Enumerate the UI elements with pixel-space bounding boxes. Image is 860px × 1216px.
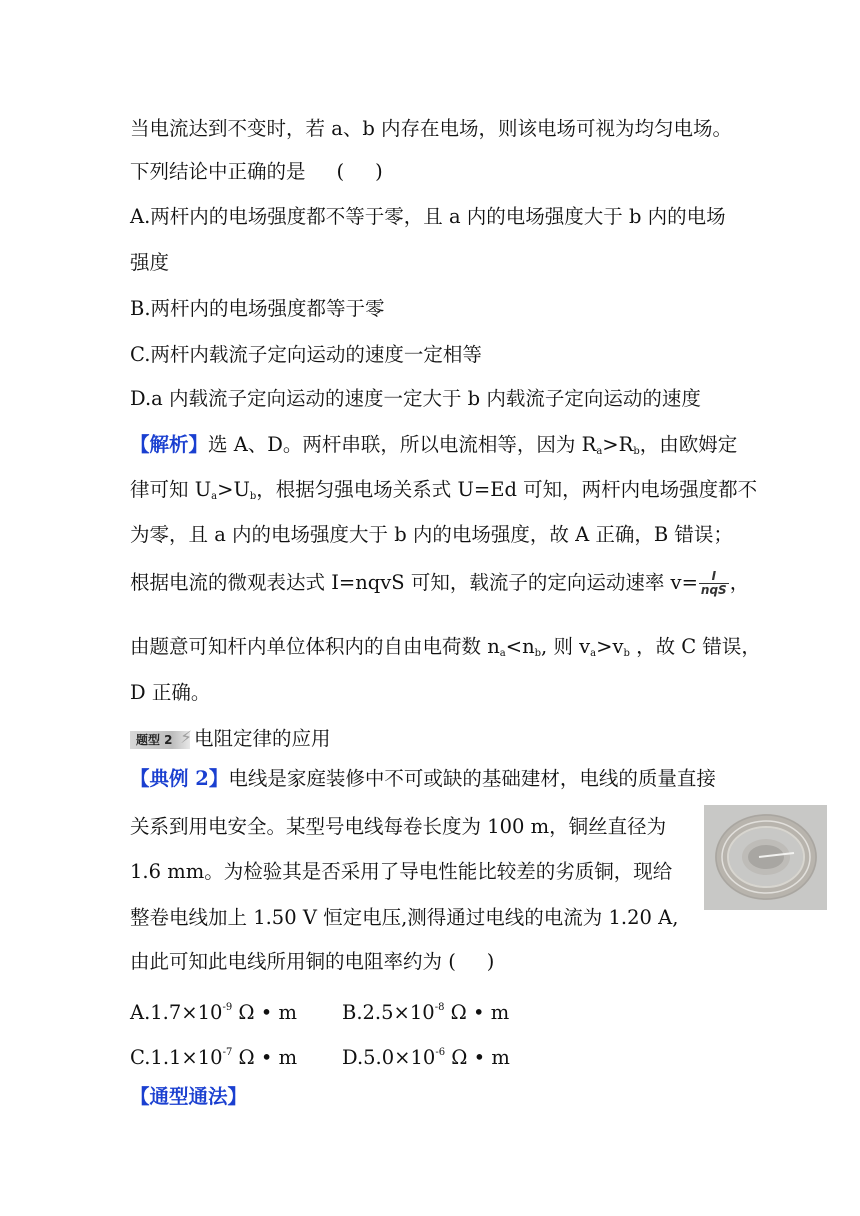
example-line3: 1.6 mm。为检验其是否采用了导电性能比较差的劣质铜，现给 <box>130 860 673 883</box>
subscript: a <box>499 648 506 659</box>
example-line5: 由此可知此电线所用铜的电阻率约为 ( ) <box>130 950 495 973</box>
subscript: b <box>534 648 542 659</box>
analysis-text: >R <box>602 433 634 456</box>
section-title: 电阻定律的应用 <box>194 727 331 750</box>
subscript: b <box>633 446 640 457</box>
analysis-text: ，由欧姆定 <box>639 433 738 456</box>
badge-label: 题型 2 <box>136 732 173 747</box>
analysis-line3: 为零，且 a 内的电场强度大于 b 内的电场强度，故 A 正确，B 错误； <box>130 523 733 546</box>
option-b: B.两杆内的电场强度都等于零 <box>130 297 385 320</box>
text-line: 当电流达到不变时，若 a、b 内存在电场，则该电场可视为均匀电场。 <box>130 117 733 140</box>
analysis-text: , 则 v <box>541 635 591 658</box>
analysis-text: <n <box>505 635 535 658</box>
analysis-line1 <box>130 430 737 467</box>
type-badge <box>130 727 192 749</box>
fraction-numerator: I <box>699 570 729 584</box>
analysis-line6: D 正确。 <box>130 681 211 704</box>
section-heading <box>130 724 331 754</box>
method-tag: 【通型通法】 <box>130 1085 248 1108</box>
analysis-text: 律可知 U <box>130 478 212 501</box>
subscript: a <box>590 648 597 659</box>
choice-a: $A.1.7\times 10^{-9}$ Ω • m <box>130 1001 297 1024</box>
subscript: a <box>211 491 218 502</box>
subscript: b <box>623 648 630 659</box>
analysis-line4 <box>130 568 749 598</box>
option-c: C.两杆内载流子定向运动的速度一定相等 <box>130 343 482 366</box>
example-line1 <box>130 764 716 794</box>
wire-coil-photo <box>704 805 827 910</box>
text-line: 下列结论中正确的是 ( ) <box>130 160 383 183</box>
analysis-text: ，根据匀强电场关系式 U=Ed 可知，两杆内电场强度都不 <box>256 478 758 501</box>
analysis-tag: 【解析】 <box>130 433 209 456</box>
example-tag: 【典例 2】 <box>130 767 229 790</box>
analysis-text: 由题意可知杆内单位体积内的自由电荷数 n <box>130 635 500 658</box>
choice-b: $B.2.5\times 10^{-8}$ Ω • m <box>342 1001 510 1024</box>
analysis-text: ， <box>729 571 750 594</box>
option-a-line1: A.两杆内的电场强度都不等于零，且 a 内的电场强度大于 b 内的电场 <box>130 205 726 228</box>
choice-c: $C.1.1\times 10^{-7}$ Ω • m <box>130 1046 298 1069</box>
option-a-line2: 强度 <box>130 251 170 274</box>
analysis-text: >U <box>217 478 250 501</box>
fraction-denominator: nqS <box>700 583 727 597</box>
example-line4: 整卷电线加上 1.50 V 恒定电压,测得通过电线的电流为 1.20 A, <box>130 906 679 929</box>
fraction <box>699 570 729 597</box>
example-line2: 关系到用电安全。某型号电线每卷长度为 100 m，铜丝直径为 <box>130 815 667 838</box>
analysis-text: 选 A、D。两杆串联，所以电流相等，因为 R <box>208 433 597 456</box>
example-text: 电线是家庭装修中不可或缺的基础建材，电线的质量直接 <box>228 767 716 790</box>
lightning-icon: ⚡ <box>180 727 192 748</box>
subscript: a <box>596 446 603 457</box>
option-d: D.a 内载流子定向运动的速度一定大于 b 内载流子定向运动的速度 <box>130 387 701 410</box>
choice-d: $D.5.0\times 10^{-6}$ Ω • m <box>342 1046 510 1069</box>
analysis-line5 <box>130 632 761 669</box>
analysis-text: ，故 C 错误， <box>629 635 761 658</box>
subscript: b <box>249 491 257 502</box>
analysis-text: 根据电流的微观表达式 I=nqvS 可知，载流子的定向运动速率 v= <box>130 571 698 594</box>
analysis-line2 <box>130 475 757 512</box>
analysis-text: >v <box>596 635 624 658</box>
